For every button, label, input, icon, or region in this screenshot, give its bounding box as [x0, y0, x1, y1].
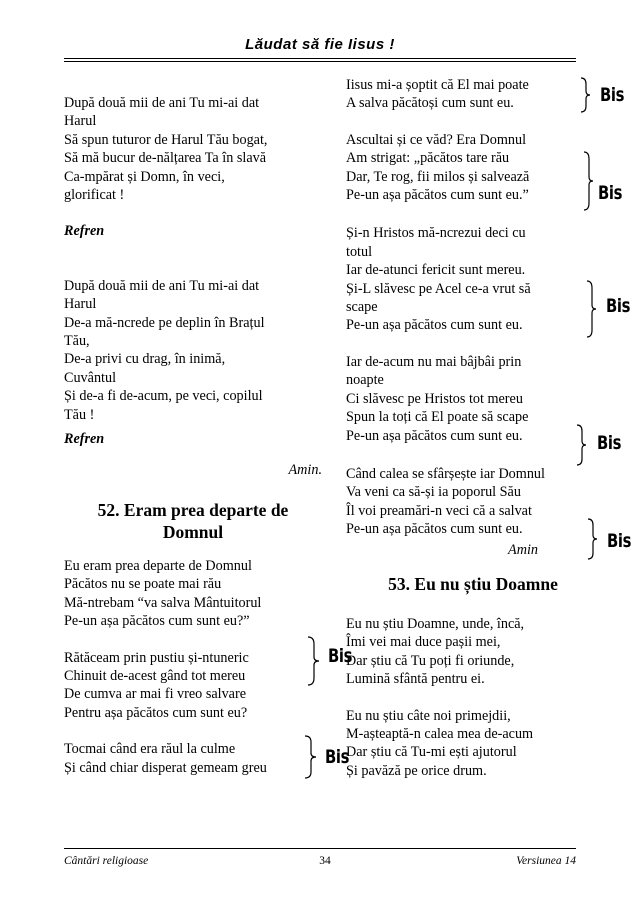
bis-label: Bis: [607, 530, 632, 552]
text-line: Harul: [64, 296, 97, 313]
text-line: Dar știu că Tu-mi ești ajutorul: [346, 744, 517, 761]
refren-label: Refren: [64, 223, 105, 240]
text-line: Pe-un așa păcătos cum sunt eu.: [346, 317, 523, 334]
text-line: Pe-un așa păcătos cum sunt eu.: [346, 427, 523, 444]
bis-label: Bis: [325, 746, 350, 768]
stanza: [64, 740, 322, 777]
text-line: Și-L slăvesc pe Acel ce-a vrut să: [346, 280, 531, 297]
text-line: Chinuit de-acest gând tot mereu: [64, 667, 246, 684]
text-line: A salva păcătoși cum sunt eu.: [346, 95, 514, 112]
text-line: Iar de-acum nu mai bâjbâi prin: [346, 353, 522, 370]
refren-label: Refren: [64, 431, 105, 448]
text-line: Dar, Te rog, fii milos și salvează: [346, 168, 530, 185]
brace-icon: [585, 280, 597, 338]
text-line: Tău !: [64, 406, 95, 423]
text-line: Îmi vei mai duce pașii mei,: [346, 634, 501, 651]
bis-label: Bis: [598, 182, 623, 204]
brace-icon: [306, 636, 320, 686]
right-column: [346, 76, 584, 798]
text-line: Iar de-atunci fericit sunt mereu.: [346, 262, 526, 279]
song-53-title: 53. Eu nu știu Doamne: [388, 573, 558, 594]
brace-icon: [582, 151, 594, 211]
footer-rule: [64, 848, 576, 849]
brace-icon: [579, 77, 591, 113]
amen-text: Amin: [508, 541, 538, 558]
stanza: [346, 465, 584, 539]
text-line: scape: [346, 299, 378, 316]
bis-label: Bis: [606, 295, 631, 317]
text-line: De cumva ar mai fi vreo salvare: [64, 686, 246, 703]
text-line: Rătăceam prin pustiu și-ntuneric: [64, 649, 249, 666]
text-line: De-a mă-ncrede pe deplin în Brațul: [64, 314, 265, 331]
stanza: [346, 353, 584, 445]
text-line: Ci slăvesc pe Hristos tot mereu: [346, 390, 523, 407]
bis-label: Bis: [597, 432, 622, 454]
text-line: Când calea se sfârșește iar Domnul: [346, 465, 545, 482]
text-line: Pe-un așa păcătos cum sunt eu.: [346, 521, 523, 538]
text-line: Dar știu că Tu poți fi oriunde,: [346, 652, 515, 669]
text-line: Eu eram prea departe de Domnul: [64, 557, 252, 574]
text-line: Tocmai când era răul la culme: [64, 741, 236, 758]
text-line: Eu nu știu câte noi primejdii,: [346, 707, 511, 724]
text-line: Pe-un așa păcătos cum sunt eu?”: [64, 613, 250, 630]
header-rule-2: [64, 61, 576, 62]
left-column: [64, 94, 322, 795]
text-line: Spun la toți că El poate să scape: [346, 409, 529, 426]
text-line: Harul: [64, 113, 97, 130]
stanza: [346, 615, 584, 689]
text-line: De-a privi cu drag, în inimă,: [64, 351, 226, 368]
text-line: După două mii de ani Tu mi-ai dat: [64, 277, 260, 294]
text-line: Pe-un așa păcătos cum sunt eu.”: [346, 187, 529, 204]
footer-left: Cântări religioase: [64, 855, 149, 867]
stanza: [346, 131, 584, 205]
text-line: Păcătos nu se poate mai rău: [64, 576, 222, 593]
brace-icon: [303, 735, 317, 779]
brace-icon: [586, 518, 598, 560]
text-line: Cuvântul: [64, 369, 117, 386]
page-header: Lăudat să fie Iisus !: [245, 36, 395, 53]
text-line: Va veni ca să-și ia poporul Său: [346, 484, 521, 501]
stanza: [346, 707, 584, 781]
text-line: glorificat !: [64, 187, 125, 204]
brace-icon: [575, 424, 587, 466]
text-line: Și când chiar disperat gemeam greu: [64, 759, 267, 776]
text-line: Pentru așa păcătos cum sunt eu?: [64, 704, 248, 721]
text-line: După două mii de ani Tu mi-ai dat: [64, 95, 260, 111]
text-line: Domnul: [162, 521, 224, 542]
stanza: [64, 94, 322, 204]
text-line: Ascultai și ce văd? Era Domnul: [346, 131, 527, 148]
stanza: [64, 557, 322, 631]
text-line: 52. Eram prea departe de: [97, 499, 289, 520]
song-52-title: [64, 499, 322, 543]
text-line: Mă-ntrebam “va salva Mântuitorul: [64, 594, 262, 611]
footer-right: Versiunea 14: [516, 855, 576, 867]
text-line: Am strigat: „păcătos tare rău: [346, 150, 510, 167]
stanza: [346, 76, 584, 113]
text-line: noapte: [346, 372, 384, 389]
text-line: Și pavăză pe orice drum.: [346, 762, 487, 779]
text-line: totul: [346, 243, 373, 260]
text-line: Și-n Hristos mă-ncrezui deci cu: [346, 225, 526, 242]
page-number: 34: [319, 855, 331, 867]
stanza: [64, 649, 322, 723]
text-line: Să spun tuturor de Harul Tău bogat,: [64, 131, 268, 148]
text-line: Îl voi preamări-n veci că a salvat: [346, 502, 532, 519]
text-line: Ca-mpărat și Domn, în veci,: [64, 168, 225, 185]
stanza: [64, 277, 322, 424]
text-line: Să mă bucur de-nălțarea Ta în slavă: [64, 150, 267, 167]
text-line: Iisus mi-a șoptit că El mai poate: [346, 77, 529, 93]
bis-label: Bis: [600, 84, 625, 106]
text-line: Eu nu știu Doamne, unde, încă,: [346, 615, 525, 632]
stanza: [346, 224, 584, 334]
text-line: Tău,: [64, 333, 90, 350]
text-line: Lumină sfântă pentru ei.: [346, 671, 485, 688]
bis-label: Bis: [328, 645, 353, 667]
text-line: M-așteaptă-n calea mea de-acum: [346, 725, 534, 742]
header-rule: [64, 58, 576, 59]
amen-text: Amin.: [288, 461, 322, 478]
text-line: Și de-a fi de-acum, pe veci, copilul: [64, 388, 263, 405]
